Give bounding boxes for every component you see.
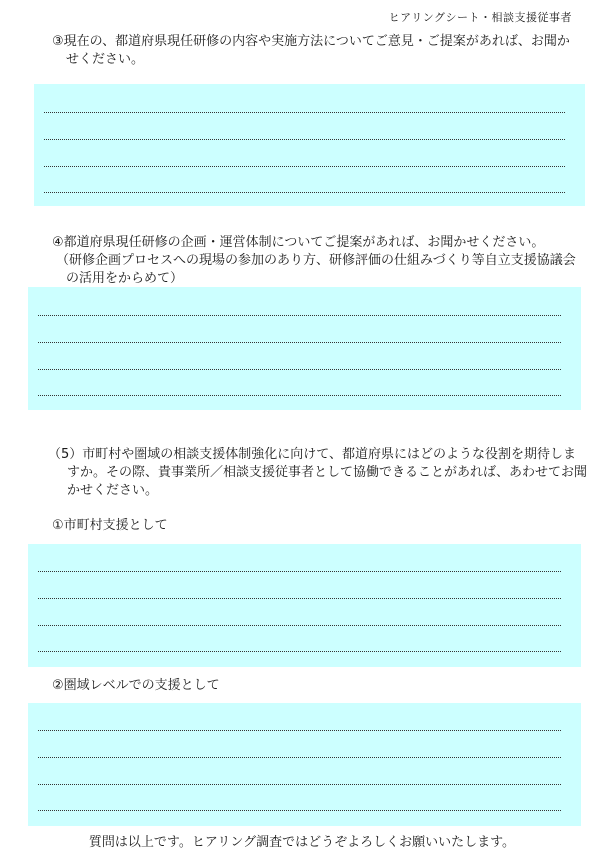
- question-3-line-2: せください。: [66, 52, 145, 67]
- question-4-line-1: ④都道府県現任研修の企画・運営体制についてご提案があれば、お聞かせください。: [52, 235, 545, 250]
- question-3-line-1: ③現在の、都道府県現任研修の内容や実施方法についてご意見・ご提案があれば、お聞か: [52, 34, 570, 49]
- answer-line: [38, 342, 561, 343]
- question-5-2-label: ②圏域レベルでの支援として: [52, 678, 220, 693]
- question-3: [52, 33, 570, 69]
- answer-box-q5-2[interactable]: [28, 703, 581, 826]
- question-5-line-2: すか。その際、貴事業所／相談支援従事者として協働できることがあれば、あわせてお聞: [67, 465, 588, 480]
- answer-line: [38, 784, 561, 785]
- answer-line: [44, 139, 565, 140]
- answer-line: [38, 369, 561, 370]
- question-5-1-label: ①市町村支援として: [52, 518, 168, 533]
- answer-line: [38, 810, 561, 811]
- question-4: [52, 234, 576, 288]
- question-5-line-1: （5）市町村や圏域の相談支援体制強化に向けて、都道府県にはどのような役割を期待しま: [48, 447, 577, 462]
- answer-box-q5-1[interactable]: [28, 544, 581, 667]
- answer-line: [38, 651, 561, 652]
- answer-line: [38, 757, 561, 758]
- answer-box-q4[interactable]: [28, 287, 581, 410]
- closing-message: 質問は以上です。ヒアリング調査ではどうぞよろしくお願いいたします。: [88, 835, 516, 850]
- answer-line: [38, 625, 561, 626]
- answer-line: [38, 730, 561, 731]
- answer-line: [38, 315, 561, 316]
- answer-box-q3[interactable]: [34, 84, 585, 206]
- answer-line: [44, 112, 565, 113]
- answer-line: [44, 166, 565, 167]
- question-5-line-3: かせください。: [67, 483, 159, 498]
- question-5: [48, 446, 587, 500]
- answer-line: [38, 571, 561, 572]
- answer-line: [38, 395, 561, 396]
- question-4-line-3: の活用をからめて）: [66, 271, 184, 286]
- header-title: ヒアリングシート・相談支援従事者: [388, 11, 572, 24]
- answer-line: [38, 598, 561, 599]
- question-4-line-2: （研修企画プロセスへの現場の参加のあり方、研修評価の仕組みづくり等自立支援協議会: [56, 253, 576, 268]
- answer-line: [44, 192, 565, 193]
